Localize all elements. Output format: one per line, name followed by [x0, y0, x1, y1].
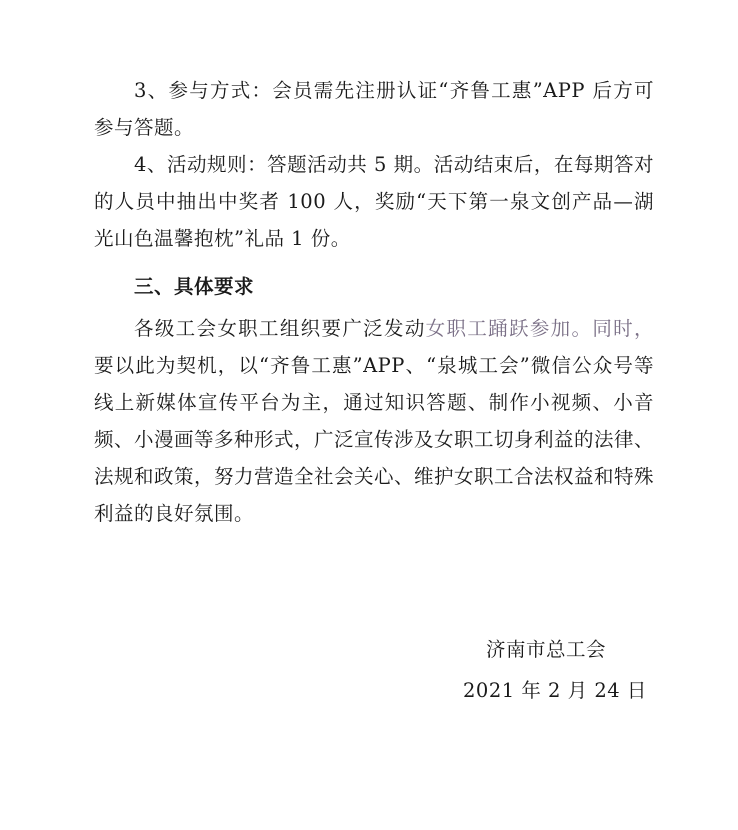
requirements-text-highlight: 女职工踊跃参加。同时，	[425, 317, 654, 340]
requirements-text-part1: 各级工会女职工组织要广泛发动	[134, 317, 426, 340]
paragraph-requirements	[94, 310, 654, 532]
signature-organization: 济南市总工会	[486, 638, 607, 661]
section-heading: 三、具体要求	[134, 275, 255, 298]
requirements-text-part2: 要以此为契机，以“齐鲁工惠”APP、“泉城工会”微信公众号等线上新媒体宣传平台为主，通过知识答题、制作小视频、小音频、小漫画等多种形式，广泛宣传涉及女职工切身利益的法律、法规和政策，努力营造全社会关心、维护女职工合法权益和特殊利益的良好氛围。	[94, 354, 655, 525]
signature-date: 2021 年 2 月 24 日	[463, 679, 647, 702]
paragraph-participation-method: 3、参与方式：会员需先注册认证“齐鲁工惠”APP 后方可参与答题。	[94, 79, 654, 139]
paragraph-activity-rules: 4、活动规则：答题活动共 5 期。活动结束后，在每期答对的人员中抽出中奖者 100 人，奖励“天下第一泉文创产品—湖光山色温馨抱枕”礼品 1 份。	[94, 153, 654, 250]
